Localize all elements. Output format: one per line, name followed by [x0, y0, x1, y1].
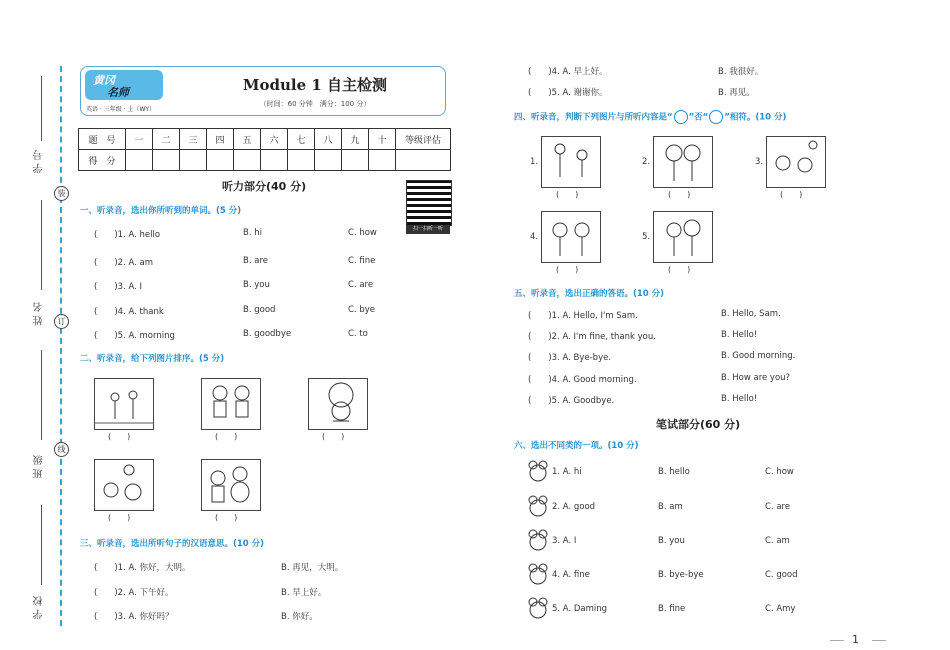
sec4-title-part-b: ”否“ [688, 112, 709, 123]
sec6-q4-c: C. good [765, 570, 798, 580]
sec1-q5-c: C. to [348, 329, 368, 339]
student-name-line [41, 350, 42, 440]
section-4-title [514, 110, 786, 124]
sec1-q1-b: B. hi [243, 228, 262, 238]
sec3-q5-a: ( )5. A. 谢谢你。 [528, 88, 608, 98]
time-info: （时间：60 分钟 满分：100 分） [259, 100, 371, 108]
table-cell: 等级评估 [396, 129, 451, 150]
mouse-answer-icon[interactable] [528, 597, 548, 619]
sec6-q2-b: B. am [658, 502, 683, 512]
table-cell: 九 [342, 129, 369, 150]
mouse-answer-icon[interactable] [528, 460, 548, 482]
mouse-answer-icon[interactable] [528, 529, 548, 551]
smile-face-icon [674, 110, 688, 124]
table-cell: 六 [261, 129, 288, 150]
sec1-q5-a: ( )5. A. morning [94, 331, 175, 341]
sec6-q3-a: 3. A. I [552, 536, 577, 546]
two-children-icon [542, 212, 600, 262]
girl-portrait-icon [309, 379, 367, 429]
score-input-cell[interactable] [234, 150, 261, 171]
binding-dashed-line [60, 66, 62, 626]
sec4-answer-5[interactable]: ( ) [668, 265, 691, 274]
sec3-q1-b: B. 再见，大明。 [281, 563, 344, 573]
sec6-q2-a: 2. A. good [552, 502, 596, 512]
school-label: 学 校 [34, 596, 45, 620]
table-cell: 七 [288, 129, 315, 150]
sec6-q3-c: C. am [765, 536, 790, 546]
sec2-answer-1[interactable]: ( ) [108, 432, 131, 441]
sec6-q2-c: C. are [765, 502, 791, 512]
child-with-animal-icon [202, 460, 260, 510]
sec4-picture-1 [541, 136, 601, 188]
score-input-cell[interactable] [315, 150, 342, 171]
sec6-q3-b: B. you [658, 536, 685, 546]
table-cell: 得 分 [79, 150, 126, 171]
logo-text-bottom: 名师 [107, 86, 129, 99]
score-input-cell[interactable] [126, 150, 153, 171]
section-1-title: 一、听录音，选出你所听到的单词。(5 分) [80, 206, 242, 216]
sec5-q2-a: ( )2. A. I'm fine, thank you. [528, 332, 656, 342]
sec2-answer-4[interactable]: ( ) [108, 513, 131, 522]
sec1-q4-a: ( )4. A. thank [94, 307, 164, 317]
sec4-label-1: 1. [530, 157, 539, 167]
seal-ding: 订 [54, 314, 69, 329]
table-cell: 题 号 [79, 129, 126, 150]
sec4-label-4: 4. [530, 232, 539, 242]
sec1-q1-a: ( )1. A. hello [94, 230, 161, 240]
sec5-q5-b: B. Hello! [721, 394, 758, 404]
boy-and-girl-icon [654, 137, 712, 187]
sec4-picture-3 [766, 136, 826, 188]
score-input-cell[interactable] [261, 150, 288, 171]
sec4-picture-4 [541, 211, 601, 263]
sec3-q2-a: ( )2. A. 下午好。 [94, 588, 174, 598]
sec4-label-5: 5. [642, 232, 651, 242]
children-greeting-icon [654, 212, 712, 262]
score-input-cell[interactable] [396, 150, 451, 171]
sec1-q4-b: B. good [243, 305, 276, 315]
sec6-q1-c: C. how [765, 467, 794, 477]
student-number-line [41, 200, 42, 290]
sec3-q3-b: B. 你好。 [281, 612, 318, 622]
sec6-q1-b: B. hello [658, 467, 690, 477]
sec4-label-3: 3. [755, 157, 764, 167]
qr-caption: 扫一扫听一听 [406, 225, 450, 234]
sec4-answer-3[interactable]: ( ) [780, 190, 803, 199]
sec6-q4-a: 4. A. fine [552, 570, 590, 580]
table-cell: 十 [369, 129, 396, 150]
page-number-rule-right [872, 640, 886, 641]
sec5-q1-b: B. Hello, Sam. [721, 309, 781, 319]
page-title: Module 1 自主检测 [242, 76, 388, 94]
sec6-q1-a: 1. A. hi [552, 467, 582, 477]
sec4-answer-4[interactable]: ( ) [556, 265, 579, 274]
sec3-q5-b: B. 再见。 [718, 88, 755, 98]
two-people-icon [542, 137, 600, 187]
table-cell: 八 [315, 129, 342, 150]
page-number-rule-left [830, 640, 844, 641]
score-input-cell[interactable] [153, 150, 180, 171]
sec2-picture-2 [201, 378, 261, 430]
sec2-picture-1 [94, 378, 154, 430]
sec2-answer-3[interactable]: ( ) [322, 432, 345, 441]
section-3-title: 三、听录音，选出所听句子的汉语意思。(10 分) [80, 539, 265, 549]
score-input-cell[interactable] [369, 150, 396, 171]
sec4-title-part-c: ”相符。(10 分) [724, 112, 787, 123]
score-input-cell[interactable] [180, 150, 207, 171]
score-table-header-row [79, 129, 451, 150]
writing-part-title: 笔试部分(60 分) [656, 418, 741, 431]
subject-info: 英语 · 三年级 · 上（WY） [86, 106, 156, 113]
sec6-q5-a: 5. A. Daming [552, 604, 608, 614]
score-input-cell[interactable] [288, 150, 315, 171]
sec6-q5-c: C. Amy [765, 604, 796, 614]
sec1-q2-a: ( )2. A. am [94, 258, 154, 268]
sec4-answer-1[interactable]: ( ) [556, 190, 579, 199]
qr-code[interactable] [406, 180, 452, 226]
score-table [78, 128, 451, 171]
sec6-q4-b: B. bye-bye [658, 570, 704, 580]
sec5-q3-b: B. Good morning. [721, 351, 796, 361]
sec1-q2-c: C. fine [348, 256, 376, 266]
sec3-q4-b: B. 我很好。 [718, 67, 764, 77]
sec4-answer-2[interactable]: ( ) [668, 190, 691, 199]
people-greeting-icon [95, 379, 153, 429]
sec3-q1-a: ( )1. A. 你好，大明。 [94, 563, 191, 573]
school-line [41, 76, 42, 141]
class-label: 班 级 [34, 455, 45, 479]
sec5-q5-a: ( )5. A. Goodbye. [528, 396, 615, 406]
sec2-picture-4 [94, 459, 154, 511]
table-cell: 三 [180, 129, 207, 150]
sec2-picture-5 [201, 459, 261, 511]
mouse-answer-icon[interactable] [528, 495, 548, 517]
sec1-q3-a: ( )3. A. I [94, 282, 143, 292]
sec4-picture-2 [653, 136, 713, 188]
sec1-q1-c: C. how [348, 228, 377, 238]
sec3-q3-a: ( )3. A. 你好吗？ [94, 612, 174, 622]
sec5-q4-b: B. How are you? [721, 373, 791, 383]
logo-text-top: 黄冈 [93, 74, 115, 87]
mouse-answer-icon[interactable] [528, 563, 548, 585]
score-input-cell[interactable] [207, 150, 234, 171]
children-sun-icon [767, 137, 825, 187]
section-2-title: 二、听录音，给下列图片排序。(5 分) [80, 354, 225, 364]
sec5-q2-b: B. Hello! [721, 330, 758, 340]
section-6-title: 六、选出不同类的一项。(10 分) [514, 441, 639, 451]
sec1-q3-c: C. are [348, 280, 374, 290]
page-number: 1 [852, 633, 859, 646]
sec1-q4-c: C. bye [348, 305, 375, 315]
listening-part-title: 听力部分(40 分) [222, 180, 307, 193]
sec4-picture-5 [653, 211, 713, 263]
sec1-q5-b: B. goodbye [243, 329, 292, 339]
sec4-label-2: 2. [642, 157, 651, 167]
table-cell: 二 [153, 129, 180, 150]
sec5-q1-a: ( )1. A. Hello, I'm Sam. [528, 311, 638, 321]
sec3-q4-a: ( )4. A. 早上好。 [528, 67, 608, 77]
sec6-q5-b: B. fine [658, 604, 686, 614]
class-line [41, 505, 42, 585]
sec5-q4-a: ( )4. A. Good morning. [528, 375, 637, 385]
table-cell: 一 [126, 129, 153, 150]
score-input-cell[interactable] [342, 150, 369, 171]
sec1-q3-b: B. you [243, 280, 270, 290]
sec5-q3-a: ( )3. A. Bye-bye. [528, 353, 612, 363]
student-name-label: 姓 名 [34, 302, 45, 326]
table-cell: 五 [234, 129, 261, 150]
publisher-logo [85, 70, 163, 100]
sec2-picture-3 [308, 378, 368, 430]
student-number-label: 学 号 [34, 150, 45, 174]
section-5-title: 五、听录音，选出正确的答语。(10 分) [514, 289, 665, 299]
seal-xian: 线 [54, 442, 69, 457]
children-waving-icon [202, 379, 260, 429]
sad-face-icon [709, 110, 723, 124]
seal-zhuang: 装 [54, 186, 69, 201]
sec4-title-part-a: 四、听录音，判断下列图片与所听内容是“ [514, 112, 673, 123]
sec3-q2-b: B. 早上好。 [281, 588, 327, 598]
score-table-score-row [79, 150, 451, 171]
table-cell: 四 [207, 129, 234, 150]
sec1-q2-b: B. are [243, 256, 268, 266]
sec2-answer-5[interactable]: ( ) [215, 513, 238, 522]
sun-and-children-icon [95, 460, 153, 510]
sec2-answer-2[interactable]: ( ) [215, 432, 238, 441]
